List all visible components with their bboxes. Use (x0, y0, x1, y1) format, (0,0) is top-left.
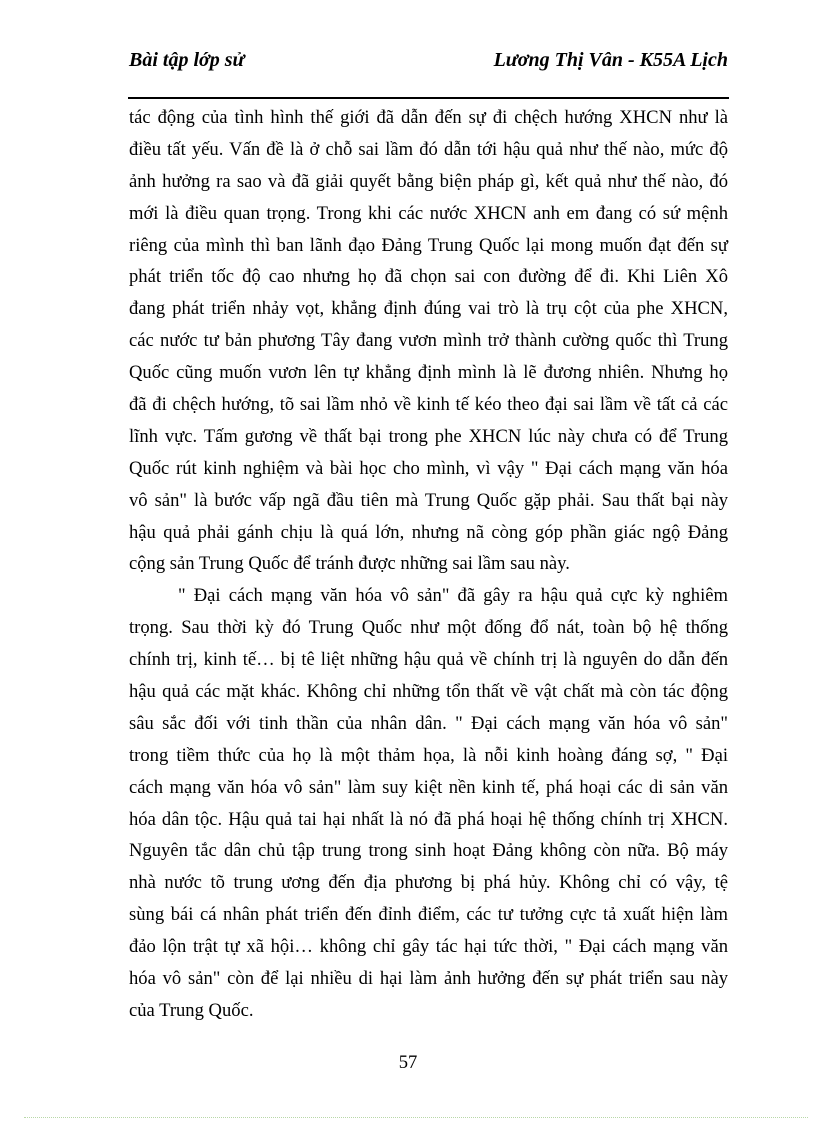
text-line: Nguyên tắc dân chủ tập trung trong sinh hoạt Đảng không còn nữa. Bộ máy (129, 840, 728, 862)
text-line: hóa dân tộc. Hậu quả tai hại nhất là nó đã phá hoại hệ thống chính trị XHCN. (129, 808, 728, 830)
text-line: Quốc cũng muốn vươn lên tự khẳng định mình là lẽ đương nhiên. Nhưng họ (129, 362, 728, 384)
text-line: hậu quả phải gánh chịu là quá lớn, nhưng nã còng góp phần giác ngộ Đảng (129, 521, 728, 543)
page-number: 57 (398, 1052, 418, 1073)
text-line: các nước tư bản phương Tây đang vươn mình trở thành cường quốc thì Trung (129, 330, 728, 352)
text-line: sâu sắc đối với tinh thần của nhân dân. " Đại cách mạng văn hóa vô sản" (129, 712, 728, 734)
text-line: cách mạng văn hóa vô sản" làm suy kiệt nền kinh tế, phá hoại các di sản văn (129, 776, 728, 798)
text-line: điều tất yếu. Vấn đề là ở chỗ sai lầm đó dẫn tới hậu quả như thế nào, mức độ (129, 138, 728, 160)
text-line: nhà nước tõ trung ương đến địa phương bị phá hủy. Không chỉ có vậy, tệ (129, 872, 728, 894)
text-line: sùng bái cá nhân phát triển đến đỉnh điểm, các tư tưởng cực tả xuất hiện làm (129, 904, 728, 926)
text-line: đảo lộn trật tự xã hội… không chỉ gây tác hại tức thời, " Đại cách mạng văn (129, 936, 728, 958)
document-body (129, 102, 728, 1027)
paragraph (129, 580, 728, 1026)
header-left: Bài tập lớp sử (129, 49, 245, 71)
text-line: mới là điều quan trọng. Trong khi các nước XHCN anh em đang có sứ mệnh (129, 202, 728, 224)
text-line: tác động của tình hình thế giới đã dẫn đến sự đi chệch hướng XHCN như là (129, 107, 728, 128)
paragraph (129, 102, 728, 580)
header-rule (128, 97, 729, 99)
text-line: chính trị, kinh tế… bị tê liệt những hậu quả về chính trị là nguyên do dẫn đến (129, 649, 728, 671)
text-line: Quốc rút kinh nghiệm và bài học cho mình, vì vậy " Đại cách mạng văn hóa (129, 457, 728, 479)
text-line: vô sản" là bước vấp ngã đầu tiên mà Trung Quốc gặp phải. Sau thất bại này (129, 489, 728, 511)
text-line: " Đại cách mạng văn hóa vô sản" đã gây ra hậu quả cực kỳ nghiêm (178, 585, 728, 607)
text-line: hóa vô sản" còn để lại nhiều di hại làm ảnh hưởng đến sự phát triển sau này (129, 968, 728, 990)
text-line: riêng của mình thì ban lãnh đạo Đảng Trung Quốc lại mong muốn đạt đến sự (129, 234, 728, 256)
text-line: đã đi chệch hướng, tõ sai lầm nhỏ về kinh tế kéo theo đại sai lầm về tất cả các (129, 394, 728, 416)
header-right: Lương Thị Vân - K55A Lịch (493, 49, 728, 71)
text-line: ảnh hưởng ra sao và đã giải quyết bằng biện pháp gì, kết quả như thế nào, đó (129, 170, 728, 192)
text-line: trọng. Sau thời kỳ đó Trung Quốc như một đống đổ nát, toàn bộ hệ thống (129, 617, 728, 639)
text-line: của Trung Quốc. (129, 999, 254, 1021)
text-line: hậu quả các mặt khác. Không chỉ những tổn thất về vật chất mà còn tác động (129, 681, 728, 703)
text-line: lĩnh vực. Tấm gương về thất bại trong phe XHCN lúc này chưa có để Trung (129, 425, 728, 447)
text-line: cộng sản Trung Quốc để tránh được những sai lầm sau này. (129, 553, 570, 575)
text-line: đang phát triển nhảy vọt, khẳng định đúng vai trò là trụ cột của phe XHCN, (129, 298, 728, 320)
text-line: trong tiềm thức của họ là một thảm họa, là nỗi kinh hoàng đáng sợ, " Đại (129, 744, 728, 766)
page-boundary (24, 1117, 808, 1118)
text-line: phát triển tốc độ cao nhưng họ đã chọn sai con đường để đi. Khi Liên Xô (129, 266, 728, 288)
